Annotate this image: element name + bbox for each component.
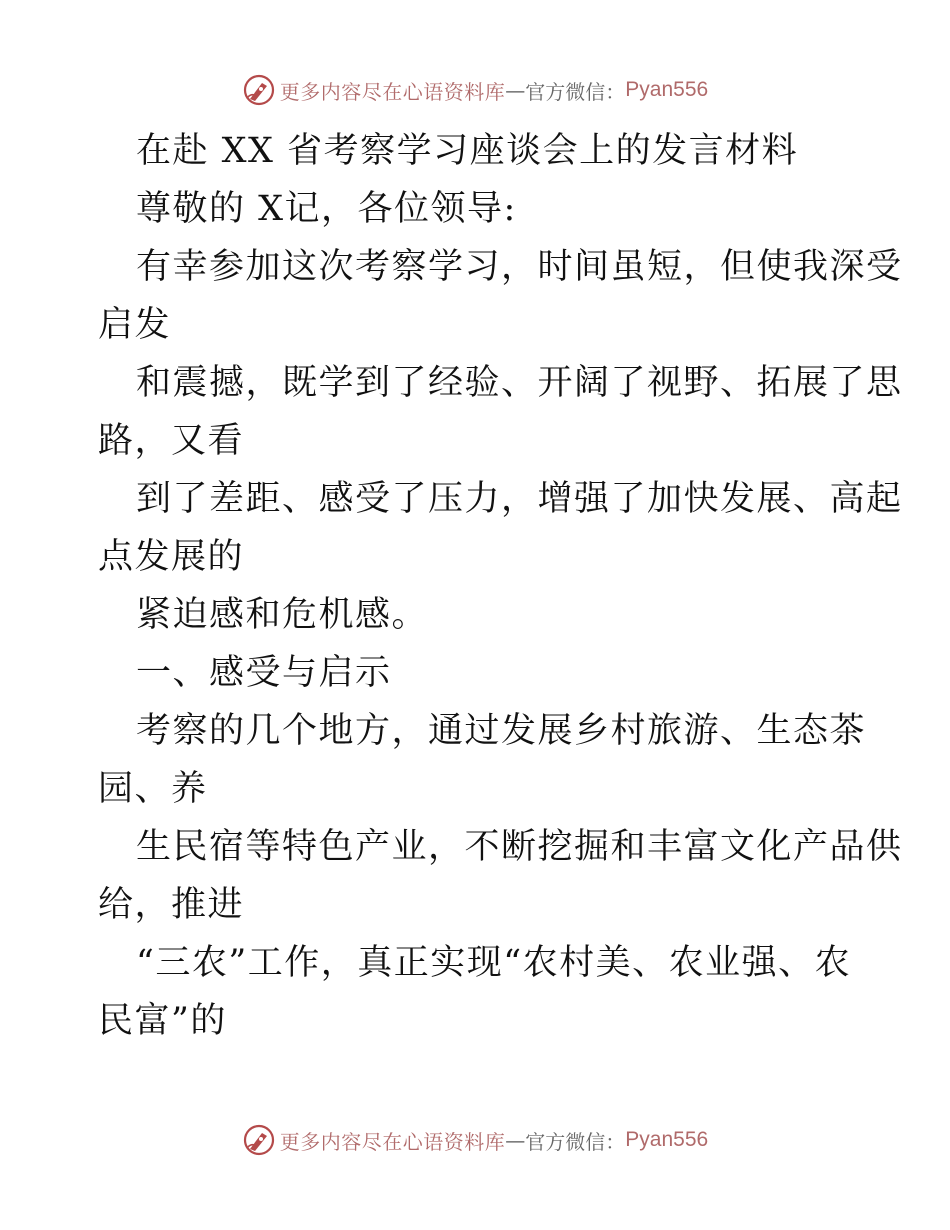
paragraph-line: 和震撼，既学到了经验、开阔了视野、拓展了思 xyxy=(136,363,903,403)
paragraph-line: 点发展的 xyxy=(98,537,245,577)
footer-banner xyxy=(0,1120,950,1160)
paragraph-line: 到了差距、感受了压力，增强了加快发展、高起 xyxy=(136,479,903,519)
pen-nib-logo-icon xyxy=(242,1123,276,1157)
separator-dash: — xyxy=(505,1128,526,1152)
paragraph-line: 启发 xyxy=(98,305,172,345)
wechat-label: 官方微信： xyxy=(525,1129,626,1154)
paragraph-line: 给，推进 xyxy=(98,885,245,925)
wechat-id: Pyan556 xyxy=(625,1128,709,1151)
document-title: 在赴 XX 省考察学习座谈会上的发言材料 xyxy=(136,131,799,171)
paragraph-line: “三农”工作，真正实现“农村美、农业强、农 xyxy=(136,943,852,983)
paragraph-line: 园、养 xyxy=(98,769,208,809)
brand-text: 更多内容尽在心语资料库 xyxy=(279,79,506,104)
paragraph-line: 民富”的 xyxy=(98,1001,227,1041)
document-body xyxy=(98,122,903,1050)
paragraph-line: 路，又看 xyxy=(98,421,245,461)
separator-dash: — xyxy=(505,78,526,102)
paragraph-line: 生民宿等特色产业，不断挖掘和丰富文化产品供 xyxy=(136,827,903,867)
paragraph-line: 有幸参加这次考察学习，时间虽短，但使我深受 xyxy=(136,247,903,287)
pen-nib-logo-icon xyxy=(242,73,276,107)
header-banner xyxy=(0,70,950,110)
paragraph-line: 考察的几个地方，通过发展乡村旅游、生态茶 xyxy=(136,711,867,751)
section-heading: 一、感受与启示 xyxy=(136,653,392,693)
wechat-label: 官方微信： xyxy=(525,79,626,104)
paragraph-line: 紧迫感和危机感。 xyxy=(136,595,429,635)
salutation: 尊敬的 X记，各位领导: xyxy=(136,189,517,229)
wechat-id: Pyan556 xyxy=(625,78,709,101)
brand-text: 更多内容尽在心语资料库 xyxy=(279,1129,506,1154)
